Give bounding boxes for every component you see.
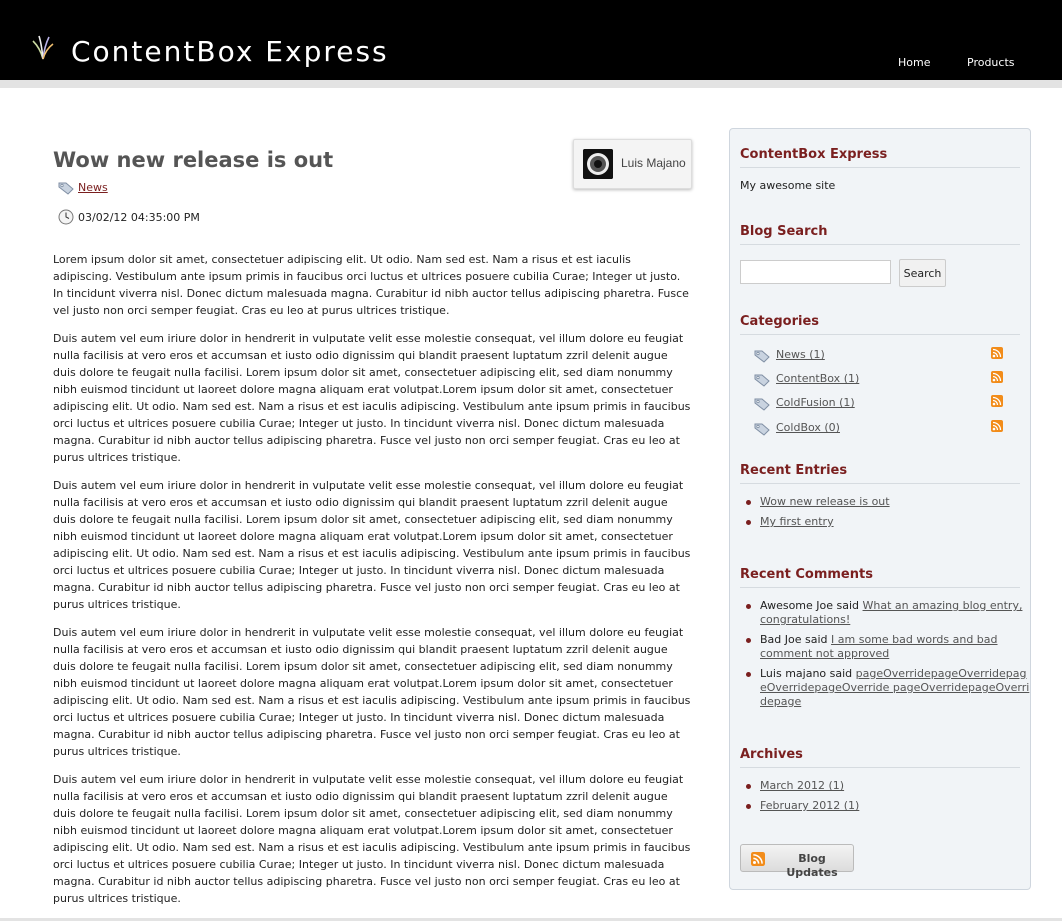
tag-icon <box>58 181 74 195</box>
rss-icon[interactable] <box>991 347 1003 359</box>
post-paragraph: Lorem ipsum dolor sit amet, consectetuer adipiscing elit. Ut odio. Nam sed est. Nam a risus et est iaculis adipiscing. Vestibulum ante ipsum primis in faucibus orci luctus et ultrices posuere cubilia Curae; Integer ut justo. In tincidunt viverra nisl. Donec dictum malesuada magna. Curabitur id nibh auctor tellus adipiscing pharetra. Fusce vel justo non orci semper feugiat. Cras eu leo at purus ultrices tristique. <box>53 253 689 317</box>
site-header <box>0 0 1062 81</box>
recent-entries-heading: Recent Entries <box>740 463 1020 484</box>
comment-link[interactable]: What an amazing blog entry, congratulations! <box>760 599 1023 626</box>
blog-updates-button[interactable] <box>740 844 854 879</box>
category-item <box>754 371 1014 389</box>
search-input[interactable] <box>740 260 891 284</box>
clock-icon <box>58 209 74 225</box>
list-item <box>740 599 1030 627</box>
category-item <box>754 420 1014 438</box>
comment-author: Bad Joe said <box>760 633 832 646</box>
categories-heading: Categories <box>740 314 1020 335</box>
archive-link[interactable]: March 2012 (1) <box>760 779 845 792</box>
recent-comments-heading: Recent Comments <box>740 567 1020 588</box>
tag-icon <box>754 373 770 387</box>
recent-entry-link[interactable]: Wow new release is out <box>760 495 890 508</box>
archives-heading: Archives <box>740 747 1020 768</box>
archive-link[interactable]: February 2012 (1) <box>760 799 860 812</box>
category-link[interactable]: ColdFusion (1) <box>776 396 855 409</box>
category-link[interactable]: News (1) <box>776 348 825 361</box>
site-tagline: My awesome site <box>740 179 836 192</box>
archives-list <box>740 779 1030 819</box>
header-divider <box>0 80 1062 88</box>
nav-home[interactable]: Home <box>898 56 931 69</box>
category-link[interactable]: ColdBox (0) <box>776 421 840 434</box>
post-paragraph: Duis autem vel eum iriure dolor in hendrerit in vulputate velit esse molestie consequat, vel illum dolore eu feugiat nulla facilisis at vero eros et accumsan et iusto odio dignissim qui blandit praesent luptatum zzril delenit augue duis dolore te feugait nulla facilisi. Lorem ipsum dolor sit amet, consectetuer adipiscing elit, sed diam nonummy nibh euismod tincidunt ut laoreet dolore magna aliquam erat volutpat.Lorem ipsum dolor sit amet, consectetuer adipiscing elit. Ut odio. Nam sed est. Nam a risus et est iaculis adipiscing. Vestibulum ante ipsum primis in faucibus orci luctus et ultrices posuere cubilia Curae; Integer ut justo. In tincidunt viverra nisl. Donec dictum malesuada magna. Curabitur id nibh auctor tellus adipiscing pharetra. Fusce vel justo non orci semper feugiat. Cras eu leo at purus ultrices tristique. <box>53 332 691 464</box>
list-item <box>740 515 1030 529</box>
list-item <box>740 779 1030 793</box>
logo-leaf-icon <box>31 33 55 61</box>
post-paragraph: Duis autem vel eum iriure dolor in hendrerit in vulputate velit esse molestie consequat, vel illum dolore eu feugiat nulla facilisis at vero eros et accumsan et iusto odio dignissim qui blandit praesent luptatum zzril delenit augue duis dolore te feugait nulla facilisi. Lorem ipsum dolor sit amet, consectetuer adipiscing elit, sed diam nonummy nibh euismod tincidunt ut laoreet dolore magna aliquam erat volutpat.Lorem ipsum dolor sit amet, consectetuer adipiscing elit. Ut odio. Nam sed est. Nam a risus et est iaculis adipiscing. Vestibulum ante ipsum primis in faucibus orci luctus et ultrices posuere cubilia Curae; Integer ut justo. In tincidunt viverra nisl. Donec dictum malesuada magna. Curabitur id nibh auctor tellus adipiscing pharetra. Fusce vel justo non orci semper feugiat. Cras eu leo at purus ultrices tristique. <box>53 626 691 758</box>
sidebar <box>729 128 1031 890</box>
post-title: Wow new release is out <box>53 148 334 172</box>
recent-entries-list <box>740 495 1030 535</box>
tag-icon <box>754 397 770 411</box>
post-body <box>53 251 693 918</box>
sidebar-about-heading: ContentBox Express <box>740 147 1020 168</box>
avatar <box>583 149 613 179</box>
nav-products[interactable]: Products <box>967 56 1015 69</box>
comment-author: Awesome Joe said <box>760 599 863 612</box>
list-item <box>740 633 1030 661</box>
list-item <box>740 495 1030 509</box>
post-date: 03/02/12 04:35:00 PM <box>78 211 200 224</box>
comment-link[interactable]: pageOverridepageOverridepageOverridepageOverride pageOverridepageOverridepage <box>760 667 1030 708</box>
rss-icon[interactable] <box>991 371 1003 383</box>
recent-comments-list <box>740 599 1030 715</box>
post-paragraph: Duis autem vel eum iriure dolor in hendrerit in vulputate velit esse molestie consequat, vel illum dolore eu feugiat nulla facilisis at vero eros et accumsan et iusto odio dignissim qui blandit praesent luptatum zzril delenit augue duis dolore te feugait nulla facilisi. Lorem ipsum dolor sit amet, consectetuer adipiscing elit, sed diam nonummy nibh euismod tincidunt ut laoreet dolore magna aliquam erat volutpat.Lorem ipsum dolor sit amet, consectetuer adipiscing elit. Ut odio. Nam sed est. Nam a risus et est iaculis adipiscing. Vestibulum ante ipsum primis in faucibus orci luctus et ultrices posuere cubilia Curae; Integer ut justo. In tincidunt viverra nisl. Donec dictum malesuada magna. Curabitur id nibh auctor tellus adipiscing pharetra. Fusce vel justo non orci semper feugiat. Cras eu leo at purus ultrices tristique. <box>53 479 691 611</box>
category-link[interactable]: ContentBox (1) <box>776 372 860 385</box>
post-category-link[interactable]: News <box>78 181 108 194</box>
category-item <box>754 395 1014 413</box>
site-title[interactable]: ContentBox Express <box>71 35 389 68</box>
blog-search-heading: Blog Search <box>740 224 1020 245</box>
search-button[interactable]: Search <box>899 259 946 287</box>
list-item <box>740 799 1030 813</box>
rss-icon[interactable] <box>991 420 1003 432</box>
tag-icon <box>754 422 770 436</box>
list-item <box>740 667 1030 709</box>
author-box <box>573 139 692 189</box>
post-paragraph: Duis autem vel eum iriure dolor in hendrerit in vulputate velit esse molestie consequat, vel illum dolore eu feugiat nulla facilisis at vero eros et accumsan et iusto odio dignissim qui blandit praesent luptatum zzril delenit augue duis dolore te feugait nulla facilisi. Lorem ipsum dolor sit amet, consectetuer adipiscing elit, sed diam nonummy nibh euismod tincidunt ut laoreet dolore magna aliquam erat volutpat.Lorem ipsum dolor sit amet, consectetuer adipiscing elit. Ut odio. Nam sed est. Nam a risus et est iaculis adipiscing. Vestibulum ante ipsum primis in faucibus orci luctus et ultrices posuere cubilia Curae; Integer ut justo. In tincidunt viverra nisl. Donec dictum malesuada magna. Curabitur id nibh auctor tellus adipiscing pharetra. Fusce vel justo non orci semper feugiat. Cras eu leo at purus ultrices tristique. <box>53 773 691 905</box>
category-item <box>754 347 1014 365</box>
comment-author: Luis majano said <box>760 667 856 680</box>
recent-entry-link[interactable]: My first entry <box>760 515 834 528</box>
rss-icon <box>751 852 765 866</box>
blog-updates-label: Blog Updates <box>786 852 838 879</box>
author-name: Luis Majano <box>621 156 686 170</box>
rss-icon[interactable] <box>991 395 1003 407</box>
tag-icon <box>754 349 770 363</box>
comment-link[interactable]: I am some bad words and bad comment not approved <box>760 633 998 660</box>
